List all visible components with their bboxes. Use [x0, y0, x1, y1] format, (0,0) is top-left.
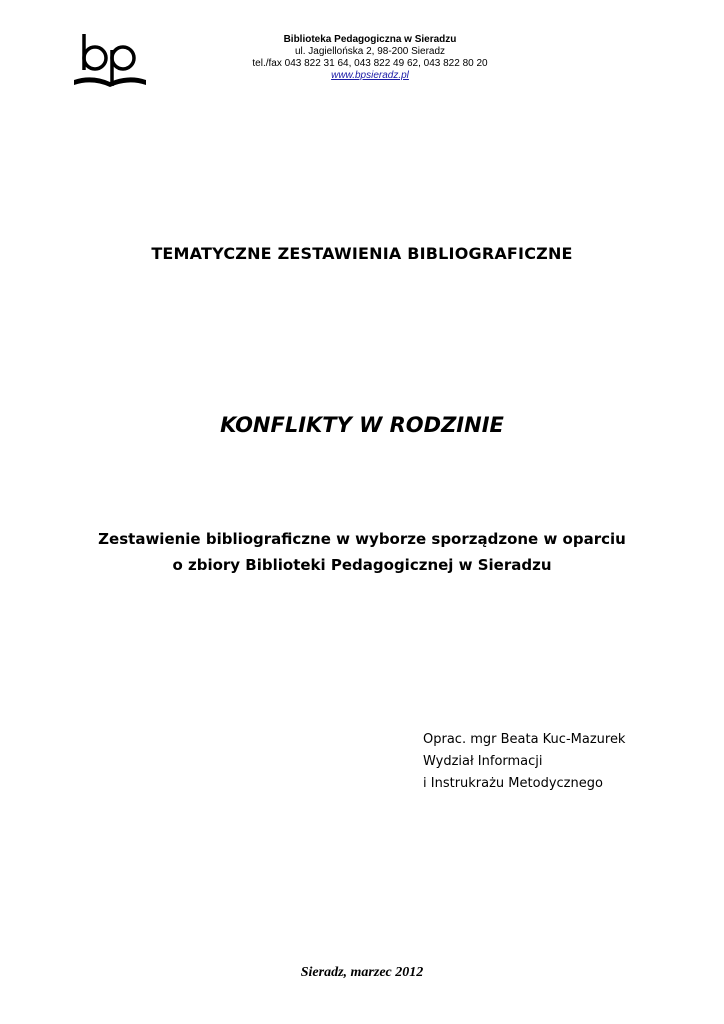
main-title: KONFLIKTY W RODZINIE — [220, 413, 504, 437]
institution-phone: tel./fax 043 822 31 64, 043 822 49 62, 043 822 80 20 — [252, 58, 488, 69]
institution-name: Biblioteka Pedagogiczna w Sieradzu — [283, 34, 457, 45]
website-link[interactable]: www.bpsieradz.pl — [331, 70, 409, 81]
library-header — [180, 34, 560, 82]
author-name: Oprac. mgr Beata Kuc-Mazurek — [423, 732, 626, 747]
subtitle-line-1: Zestawienie bibliograficzne w wyborze sporządzone w oparciu — [98, 530, 626, 548]
author-department: Wydział Informacji — [423, 754, 543, 769]
author-block — [423, 729, 625, 795]
institution-address: ul. Jagiellońska 2, 98-200 Sieradz — [294, 46, 446, 57]
place-date-footer: Sieradz, marzec 2012 — [300, 965, 424, 980]
subtitle-line-2: o zbiory Biblioteki Pedagogicznej w Sieradzu — [172, 556, 552, 574]
open-book-logo-icon — [72, 30, 148, 92]
library-logo — [72, 30, 148, 92]
author-department-2: i Instrukrażu Metodycznego — [423, 776, 603, 791]
series-title: TEMATYCZNE ZESTAWIENIA BIBLIOGRAFICZNE — [151, 244, 573, 263]
subtitle — [0, 526, 724, 578]
